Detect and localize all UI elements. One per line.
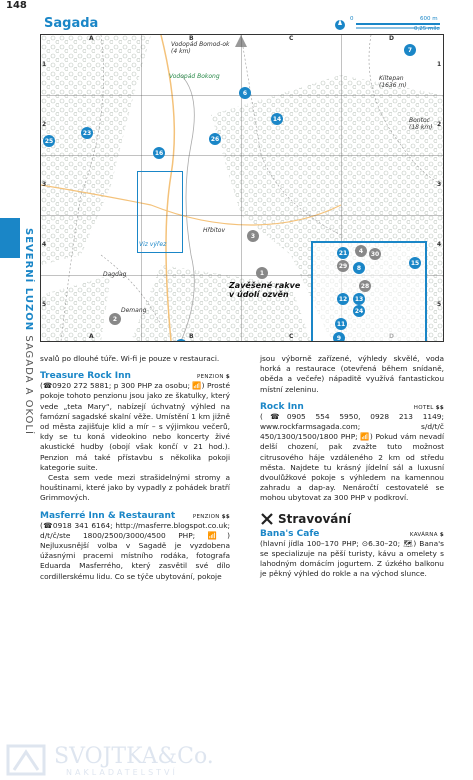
entry-name: Treasure Rock Inn — [40, 371, 131, 382]
marker-29[interactable]: 29 — [337, 260, 349, 272]
place-bontoc: Bontoc (18 km) — [409, 117, 433, 131]
logo-mark-icon — [4, 742, 52, 778]
marker-2[interactable]: 2 — [109, 313, 121, 325]
entry-tag-price: $$ — [221, 513, 230, 520]
marker-26[interactable]: 26 — [209, 133, 221, 145]
place-hrbitov: Hřbitov — [203, 227, 226, 234]
place-dagdag: Dagdag — [103, 271, 127, 278]
section-heading — [260, 512, 444, 526]
place-bokong: Vodopád Bokong — [169, 73, 220, 80]
scale-zero: 0 — [350, 16, 354, 22]
marker-4[interactable]: 4 — [355, 245, 367, 257]
text-column-1 — [40, 354, 230, 582]
marker-12[interactable]: 12 — [337, 293, 349, 305]
page-number: 148 — [6, 0, 27, 11]
grid-row-4-right: 4 — [437, 241, 442, 248]
text-column-2 — [260, 354, 444, 579]
entry-heading — [40, 371, 230, 381]
entry-name: Masferré Inn & Restaurant — [40, 510, 176, 521]
grid-row-5-right: 5 — [437, 301, 442, 308]
marker-23[interactable]: 23 — [81, 127, 93, 139]
marker-6[interactable]: 6 — [239, 87, 251, 99]
grid-row-5: 5 — [42, 301, 47, 308]
map[interactable] — [40, 34, 444, 342]
entry-heading — [260, 402, 444, 412]
marker-15[interactable]: 15 — [409, 257, 421, 269]
marker-16[interactable]: 16 — [153, 147, 165, 159]
eat-heading — [260, 529, 444, 539]
scale-top: 600 m — [420, 16, 438, 22]
grid-col-b: B — [189, 35, 194, 42]
cutlery-icon — [260, 512, 274, 526]
grid-row-4: 4 — [42, 241, 47, 248]
grid-row-2-right: 2 — [437, 121, 442, 128]
entry-tag-type: PENZION — [192, 513, 220, 520]
entry-body: (☎0920 272 5881; p 300 PHP za osobu; 📶) Prosté pokoje tohoto penzionu jsou jako ze škatulky, který vede „teta Mary“, nabízejí úchvatný výhled na famózní sagadské skalní věže. Umístění 1 km jižně od města zajišťuje klid a mír – s výjimkou večerů, kdy se tu koná videokino nebo koncerty živé akustické hudby (obojí však končí v 21 hod.). Penzion má také přístavbu s několika pokoji kategorie suite. — [40, 381, 230, 472]
entry-name: Rock Inn — [260, 401, 304, 412]
entry-heading — [40, 511, 230, 521]
entry-body: (☎0918 341 6164; http://masferre.blogspot.co.uk; d/t/č/ste 1800/2500/3000/4500 PHP; 📶) Nejluxusnější volba v Sagadě je vyzdobena úžasnými pracemi místního rodáka, fotografa Eduarda Masferrého, který zasvětil své dílo cordillerskému lidu. Co se týče ubytování, pokoje — [40, 520, 230, 581]
scale-bar — [332, 17, 442, 33]
map-title: Sagada — [44, 16, 99, 31]
marker-11[interactable]: 11 — [335, 318, 347, 330]
eat-body: (hlavní jídla 100–170 PHP; ⊙6.30–20; 🗺) Bana's se specializuje na pěší turisty, kávu a omelety s lahodným domácím jogurtem. Z úzkého balkonu je pěkný výhled do rokle a na východ slunce. — [260, 538, 444, 579]
grid-row-2: 2 — [42, 121, 47, 128]
grid-row-1: 1 — [42, 61, 47, 68]
side-tab — [0, 218, 20, 258]
grid-col-a-bottom: A — [89, 333, 94, 340]
scale-bottom: 0,25 míle — [414, 26, 440, 32]
publisher-logo — [0, 740, 214, 780]
marker-7[interactable]: 7 — [404, 44, 416, 56]
marker-14[interactable]: 14 — [271, 113, 283, 125]
grid-row-3: 3 — [42, 181, 47, 188]
side-region: SEVERNÍ LUZON — [23, 228, 34, 332]
eat-tag-type: KAVÁRNA — [409, 531, 438, 538]
marker-8[interactable]: 8 — [353, 262, 365, 274]
eat-name: Bana's Cafe — [260, 528, 320, 539]
entry-body: (☎0905 554 5950, 0928 213 1149; www.rockfarmsagada.com; s/d/t/č 450/1300/1500/1800 PHP; 📶) Pokud vám nevadí delší chození, pak zvažte tuto možnost citrusového háje vzdáleného 2 km od středu města. Najdete tu krásný jídelní sál a luxusní dvoulůžkové pokoje s výhledem na kamennou zahradu a dap-ay. Nenáročtí cestovatelé se mohou ubytovat za 300 PHP v podkroví. — [260, 411, 444, 503]
grid-row-1-right: 1 — [437, 61, 442, 68]
entry-tag-type: PENZION — [196, 374, 224, 381]
marker-28[interactable]: 28 — [359, 280, 371, 292]
col1-intro: svalů po dlouhé túře. Wi-fi je pouze v restauraci. — [40, 354, 220, 363]
place-viz-vyrez: Viz výřez — [139, 241, 167, 248]
marker-21[interactable]: 21 — [337, 247, 349, 259]
entry-tag-price: $$ — [435, 404, 444, 411]
place-rakve: Zavěšené rakve v údolí ozvěn — [229, 281, 301, 299]
place-kiltepan: Kiltepan (1636 m) — [379, 75, 407, 89]
eat-tag-price: $ — [439, 531, 444, 538]
marker-25[interactable]: 25 — [43, 135, 55, 147]
side-tab-text — [23, 228, 34, 435]
place-demang: Demang — [121, 307, 147, 314]
grid-col-c: C — [289, 35, 294, 42]
grid-row-3-right: 3 — [437, 181, 442, 188]
grid-col-d: D — [389, 35, 394, 42]
marker-24[interactable]: 24 — [353, 305, 365, 317]
grid-col-c-bottom: C — [289, 333, 294, 340]
grid-col-b-bottom: B — [189, 333, 194, 340]
side-subregion: SAGADA A OKOLÍ — [23, 335, 34, 435]
grid-col-a: A — [89, 35, 94, 42]
entry-tag-price: $ — [225, 374, 230, 381]
logo-sub: NAKLADATELSTVÍ — [66, 768, 178, 777]
logo-main: SVOJTKA&Co. — [54, 744, 214, 769]
marker-1[interactable]: 1 — [256, 267, 268, 279]
section-title: Stravování — [278, 511, 352, 526]
marker-30[interactable]: 30 — [369, 248, 381, 260]
col2-intro: jsou výborně zařízené, výhledy skvělé, voda horká a restaurace (otevřená během snídaně, oběda a večeře) nápaditě využívá fantastickou místní zeleninu. — [260, 354, 444, 394]
marker-3[interactable]: 3 — [247, 230, 259, 242]
place-bomod-ok: Vodopád Bomod-ok (4 km) — [171, 41, 230, 55]
marker-9[interactable]: 9 — [333, 332, 345, 342]
marker-13[interactable]: 13 — [353, 293, 365, 305]
entry-tag-type: HOTEL — [413, 404, 434, 411]
entry-body-2: Cesta sem vede mezi strašidelnými stromy a houštinami, které jako by vypadly z pohádek bratří Grimmových. — [40, 473, 230, 503]
